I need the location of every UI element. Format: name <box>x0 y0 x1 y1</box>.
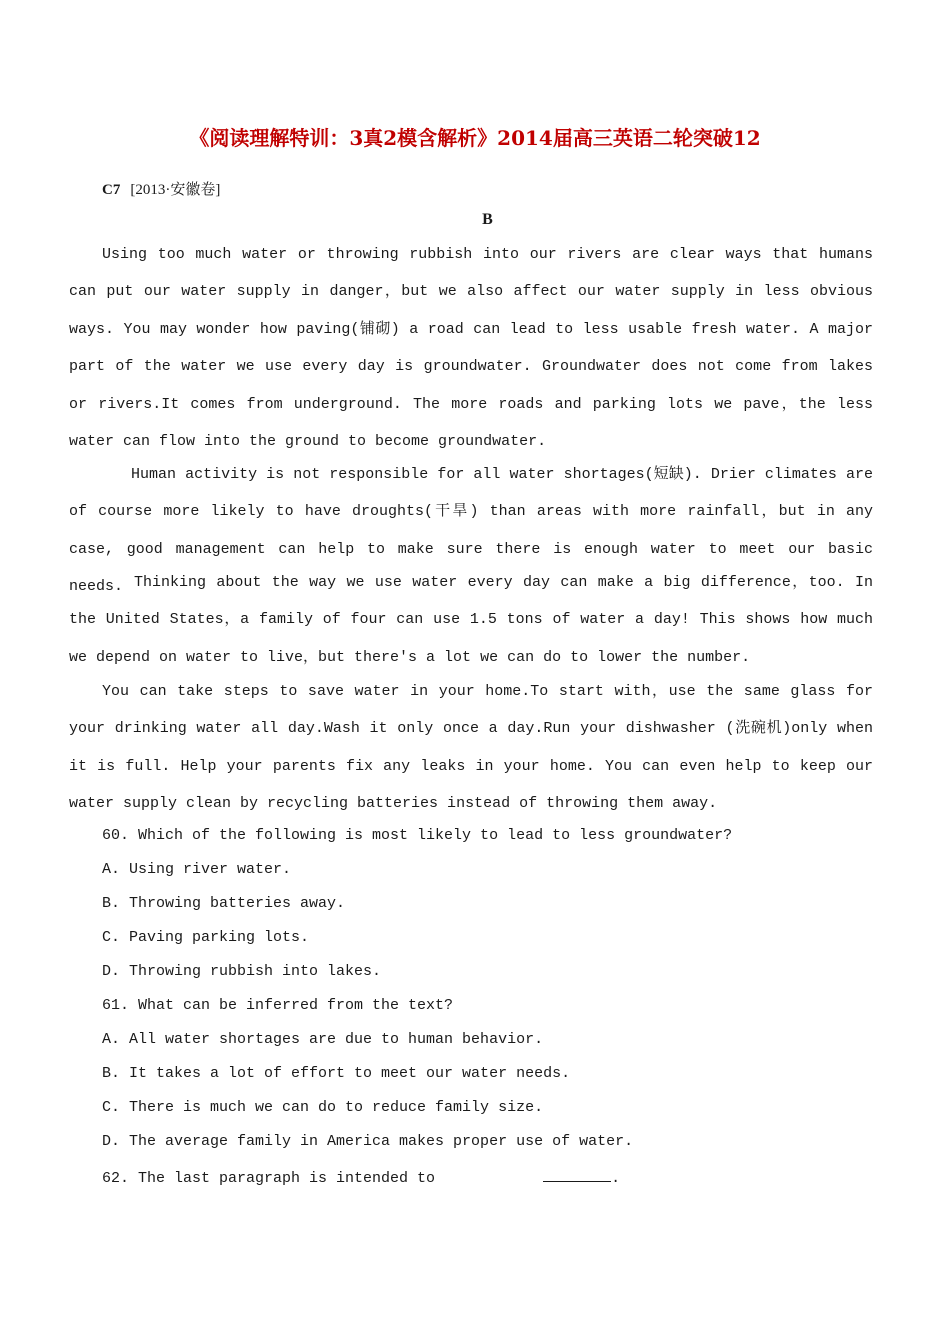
question-61-option-b: B. It takes a lot of effort to meet our water needs. <box>102 1065 571 1082</box>
passage-label: B <box>482 211 493 228</box>
document-title: 《阅读理解特训：3真2模含解析》2014届高三英语二轮突破12 <box>189 126 761 150</box>
source-line <box>102 178 220 199</box>
question-61-option-a: A. All water shortages are due to human behavior. <box>102 1031 544 1048</box>
question-60-option-c: C. Paving parking lots. <box>102 929 310 946</box>
source-label: [2013·安徽卷] <box>130 182 221 198</box>
question-62 <box>102 1167 620 1189</box>
question-60-option-d: D. Throwing rubbish into lakes. <box>102 963 382 980</box>
paragraph-3: Thinking about the way we use water every day can make a big difference，too. In the United States，a family of four can use 1.5 tons of water a day! This shows how much we depend on water to live，but there's a lot we can do to lower the number. <box>69 574 873 666</box>
paragraph-2: Human activity is not responsible for all water shortages(短缺). Drier climates are of course more likely to have droughts(干旱) than areas with more rainfall，but in any case, good management can help to make sure there is enough water to meet our basic needs. <box>69 466 873 596</box>
question-60-stem: 60. Which of the following is most likely to lead to less groundwater? <box>102 827 733 844</box>
source-code: C7 <box>102 182 121 198</box>
question-62-stem: 62. The last paragraph is intended to <box>102 1170 436 1187</box>
answer-blank <box>543 1167 611 1182</box>
question-60-option-a: A. Using river water. <box>102 861 292 878</box>
question-61-option-c: C. There is much we can do to reduce family size. <box>102 1099 544 1116</box>
paragraph-4: You can take steps to save water in your home.To start with，use the same glass for your drinking water all day.Wash it only once a day.Run your dishwasher (洗碗机)only when it is full. Help your parents fix any leaks in your home. You can even help to keep our water supply clean by recycling batteries instead of throwing them away. <box>69 683 873 813</box>
question-61-option-d: D. The average family in America makes proper use of water. <box>102 1133 634 1150</box>
question-60-option-b: B. Throwing batteries away. <box>102 895 346 912</box>
question-61-stem: 61. What can be inferred from the text? <box>102 997 454 1014</box>
paragraph-1: Using too much water or throwing rubbish into our rivers are clear ways that humans can put our water supply in danger，but we also affect our water supply in less obvious ways. You may wonder how paving(铺砌) a road can lead to less usable fresh water. A major part of the water we use every day is groundwater. Groundwater does not come from lakes or rivers.It comes from underground. The more roads and parking lots we pave，the less water can flow into the ground to become groundwater. <box>69 246 873 451</box>
question-62-stem-end: . <box>611 1170 621 1187</box>
